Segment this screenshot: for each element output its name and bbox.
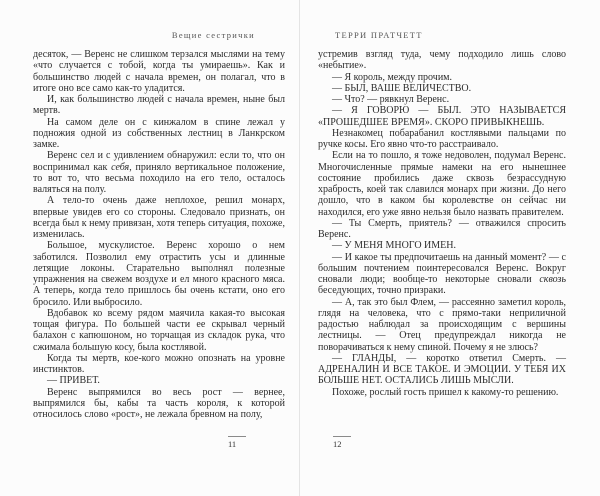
folio-rule (333, 436, 351, 437)
page-number: 12 (333, 439, 342, 449)
text-segment: Вдобавок ко всему рядом маячила какая-то высокая тощая фигура. По большей части ее скрывал черный балахон с капюшоном, но торчащая из складок рука, что сжимала большую косу, была костлявой. (33, 307, 285, 353)
running-head-book-title: Вещие сестрички (171, 30, 255, 40)
text-segment: — Ты Смерть, приятель? — отважился спросить Веренс. (318, 217, 566, 240)
paragraph (33, 353, 285, 376)
paragraph (318, 105, 566, 128)
text-segment: Незнакомец побарабанил костлявыми пальцами по ручке косы. Его явно что-то расстраивало. (318, 127, 566, 150)
left-page-folio (228, 436, 246, 449)
text-segment: — ГЛАНДЫ, — коротко ответил Смерть. — АДРЕНАЛИН И ВСЕ ТАКОЕ. И ЭМОЦИИ. У ТЕБЯ ИХ БОЛЬШЕ НЕТ. ОСТАЛИСЬ ЛИШЬ МЫСЛИ. (318, 352, 566, 387)
text-segment: беседующих, точно призраки. (318, 285, 446, 297)
paragraph (318, 49, 566, 72)
italic-text-segment: сквозь (539, 274, 566, 285)
paragraph (318, 387, 566, 398)
paragraph (318, 94, 566, 105)
text-segment: — У МЕНЯ МНОГО ИМЕН. (332, 240, 457, 252)
text-segment: — А, так это был Флем, — рассеянно заметил король, глядя на человека, что с прямо-таки неприличной радостью наблюдал за происходящим с вершины лестницы. — Отец предупреждал никогда не поворачиваться к нему спиной. Почему я не злюсь? (318, 296, 566, 353)
paragraph (33, 195, 285, 240)
text-segment: Веренс выпрямился во весь рост — вернее, выпрямился бы, кабы та часть короля, к которой относилось слово «рост», не лежала бревном на полу, (33, 386, 285, 420)
running-head-author-name: ТЕРРИ ПРАТЧЕТТ (335, 30, 423, 40)
folio-rule (228, 436, 246, 437)
paragraph (318, 240, 566, 251)
text-segment: — И какое ты предпочитаешь на данный момент? — с большим почтением поинтересовался Веренс. Вокруг сновали люди; вообще-то некоторые сновали (318, 251, 566, 285)
text-segment: — БЫЛ, ВАШЕ ВЕЛИЧЕСТВО. (332, 82, 472, 94)
text-segment: Похоже, рослый гость пришел к какому-то решению. (332, 386, 559, 398)
text-segment: десяток, — Веренс не слишком терзался мыслями на тему «что случается с тобой, когда ты умираешь». Как и большинство людей с начала времен, он полагал, что в итоге оно все само как-то уладится. (33, 49, 285, 94)
paragraph (33, 240, 285, 308)
paragraph (33, 387, 285, 421)
paragraph (318, 218, 566, 241)
italic-text-segment: себя (111, 161, 130, 173)
right-page[interactable] (300, 0, 600, 496)
text-segment: А тело-то очень даже неплохое, решил монарх, впервые увидев его со стороны. Следовало признать, он всегда был к нему привязан, хотя теперь ситуация, похоже, изменилась. (33, 195, 285, 240)
text-segment: Если на то пошло, я тоже недоволен, подумал Веренс. Многочисленные прямые намеки на его нынешнее состояние пробились даже сквозь безрассудную храбрость, коей так славился монарх при жизни. До него дошло, что в каком бы королевстве он сейчас ни находился, его уже явно нельзя было назвать правителем. (318, 150, 566, 218)
text-segment: , приняло вертикальное положение, то вот то, что весьма походило на его тело, осталось валяться на полу. (33, 161, 285, 195)
text-segment: — Я ГОВОРЮ — БЫЛ. ЭТО НАЗЫВАЕТСЯ «ПРОШЕДШЕЕ ВРЕМЯ». СКОРО ПРИВЫКНЕШЬ. (318, 105, 566, 128)
paragraph (318, 72, 566, 83)
right-page-folio (333, 436, 351, 449)
text-segment: И, как большинство людей с начала времен, ныне был мертв. (33, 94, 285, 117)
paragraph (33, 117, 285, 151)
paragraph (318, 83, 566, 94)
left-page-body (33, 49, 285, 420)
page-number: 11 (228, 439, 237, 449)
text-segment: — ПРИВЕТ. (47, 375, 100, 387)
text-segment: Когда ты мертв, кое-кого можно опознать на уровне инстинктов. (33, 352, 285, 375)
paragraph (318, 297, 566, 353)
text-segment: — Я король, между прочим. (332, 71, 453, 83)
paragraph (318, 353, 566, 387)
text-segment: устремив взгляд туда, чему подходило лишь слово «небытие». (318, 49, 566, 72)
paragraph (318, 252, 566, 297)
text-segment: — Что? — рявкнул Веренс. (332, 94, 450, 105)
text-segment: На самом деле он с кинжалом в спине лежал у подножия одной из собственных лестниц в Ланкрском замке. (33, 116, 285, 150)
paragraph (33, 375, 285, 386)
paragraph (33, 308, 285, 353)
text-segment: Большое, мускулистое. Веренс хорошо о нем заботился. Позволил ему отрастить усы и длинные летящие локоны. Старательно выполнял полезные упражнения на свежем воздухе и ел много красного мяса. А теперь, когда тело пришлось бы очень кстати, оно его бросило. Или выбросило. (33, 240, 285, 308)
paragraph (33, 150, 285, 195)
text-segment: Веренс сел и с удивлением обнаружил: если то, что он воспринимал как (33, 150, 285, 173)
paragraph (318, 150, 566, 218)
paragraph (318, 128, 566, 151)
right-page-body (318, 49, 566, 398)
paragraph (33, 94, 285, 117)
paragraph (33, 49, 285, 94)
